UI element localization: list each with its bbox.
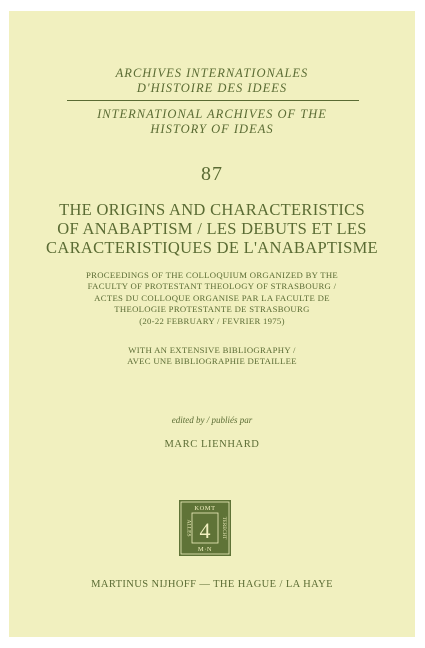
logo-center-glyph: 4 <box>199 518 211 543</box>
book-cover <box>9 11 415 637</box>
title-line: OF ANABAPTISM / LES DEBUTS ET LES <box>57 219 367 238</box>
series-english-line: HISTORY OF IDEAS <box>150 122 274 136</box>
series-title-english <box>9 107 415 137</box>
bibliography-line: AVEC UNE BIBLIOGRAPHIE DETAILLEE <box>127 356 297 367</box>
proceedings-line: THEOLOGIE PROTESTANTE DE STRASBOURG <box>114 304 310 315</box>
title-line: CARACTERISTIQUES DE L'ANABAPTISME <box>46 238 378 257</box>
volume-number: 87 <box>201 163 223 185</box>
series-english-line: INTERNATIONAL ARCHIVES OF THE <box>97 107 327 121</box>
logo-right-text: TERECHT <box>221 516 226 540</box>
series-french-line: ARCHIVES INTERNATIONALES <box>115 66 309 80</box>
publisher-imprint: MARTINUS NIJHOFF — THE HAGUE / LA HAYE <box>91 579 333 590</box>
series-french-line: D'HISTOIRE DES IDEES <box>136 81 288 95</box>
bibliography-note <box>9 345 415 368</box>
proceedings-line: ACTES DU COLLOQUE ORGANISE PAR LA FACULTE DE <box>94 292 330 303</box>
logo-top-text: KOMT <box>194 505 216 512</box>
series-title-french <box>9 66 415 96</box>
proceedings-subtitle <box>9 270 415 327</box>
edited-by-label: edited by / publiés par <box>171 415 253 425</box>
proceedings-line: PROCEEDINGS OF THE COLLOQUIUM ORGANIZED BY THE <box>85 270 339 280</box>
logo-bottom-text: M·N <box>197 546 213 553</box>
title-line: THE ORIGINS AND CHARACTERISTICS <box>59 200 365 219</box>
publisher-logo <box>179 500 231 556</box>
horizontal-rule <box>67 100 359 101</box>
proceedings-line: (20-22 FEBRUARY / FEVRIER 1975) <box>139 315 285 326</box>
editor-name: MARC LIENHARD <box>164 439 260 450</box>
logo-left-text: ALLES <box>185 519 192 537</box>
bibliography-line: WITH AN EXTENSIVE BIBLIOGRAPHY / <box>128 345 296 355</box>
book-title <box>9 200 415 257</box>
proceedings-line: FACULTY OF PROTESTANT THEOLOGY OF STRASBOURG / <box>87 281 337 292</box>
